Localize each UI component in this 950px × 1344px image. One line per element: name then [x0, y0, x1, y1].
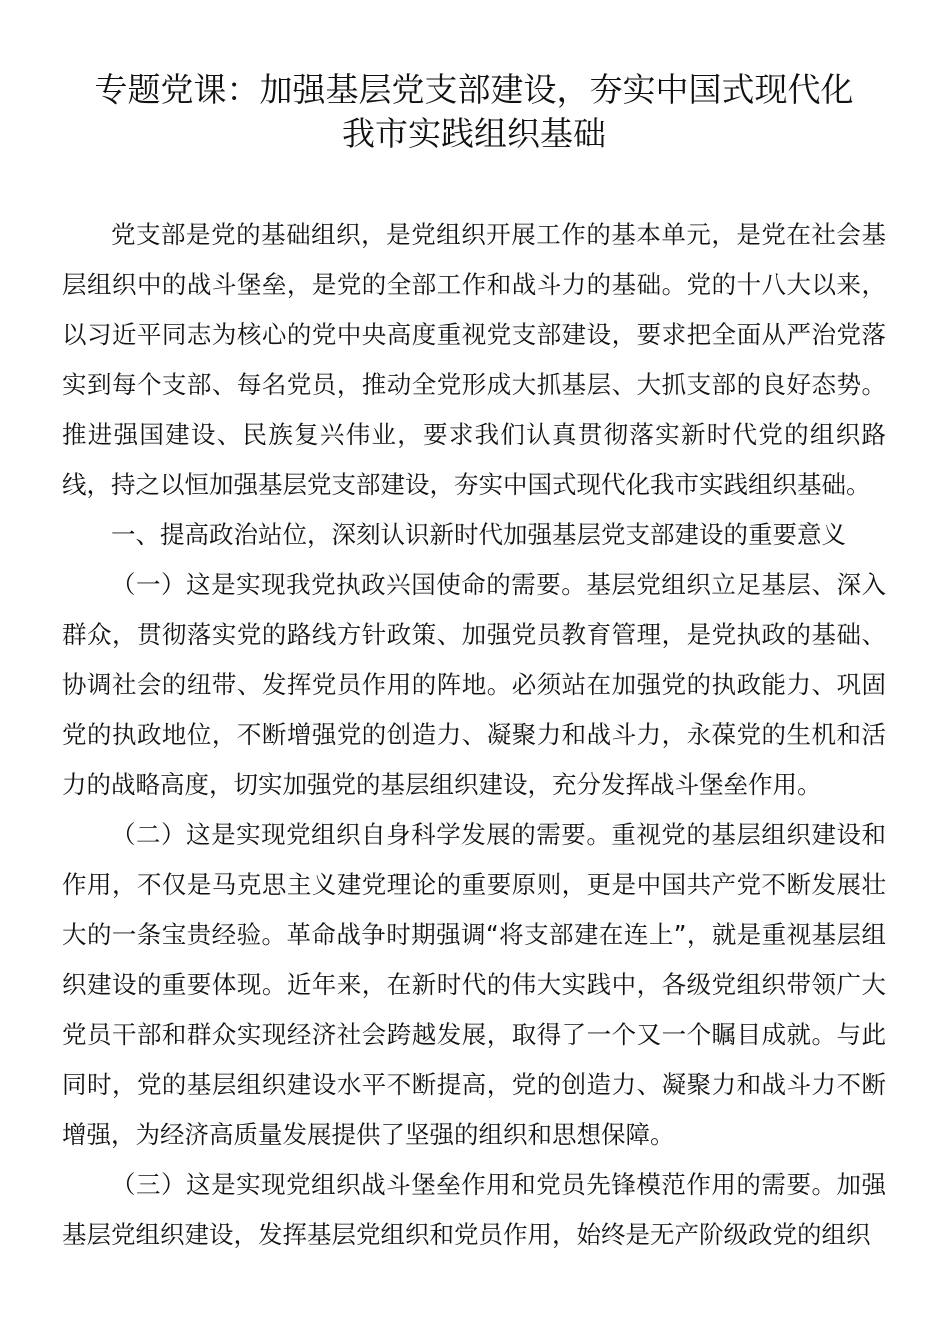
- document-title: [62, 68, 886, 156]
- section-heading-1: 一、提高政治站位，深刻认识新时代加强基层党支部建设的重要意义: [111, 520, 846, 549]
- title-line-2: 我市实践组织基础: [342, 114, 606, 153]
- subsection-paragraph-2: （二）这是实现党组织自身科学发展的需要。重视党的基层组织建设和作用，不仅是马克思主义建党理论的重要原则，更是中国共产党不断发展壮大的一条宝贵经验。革命战争时期强调“将支部建在连上”，就是重视基层组织建设的重要体现。近年来，在新时代的伟大实践中，各级党组织带领广大党员干部和群众实现经济社会跨越发展，取得了一个又一个瞩目成就。与此同时，党的基层组织建设水平不断提高，党的创造力、凝聚力和战斗力不断增强，为经济高质量发展提供了坚强的组织和思想保障。: [62, 820, 886, 1149]
- intro-paragraph: 党支部是党的基础组织，是党组织开展工作的基本单元，是党在社会基层组织中的战斗堡垒，是党的全部工作和战斗力的基础。党的十八大以来，以习近平同志为核心的党中央高度重视党支部建设，要求把全面从严治党落实到每个支部、每名党员，推动全党形成大抓基层、大抓支部的良好态势。推进强国建设、民族复兴伟业，要求我们认真贯彻落实新时代党的组织路线，持之以恒加强基层党支部建设，夯实中国式现代化我市实践组织基础。: [62, 220, 886, 499]
- subsection-paragraph-1: （一）这是实现我党执政兴国使命的需要。基层党组织立足基层、深入群众，贯彻落实党的路线方针政策、加强党员教育管理，是党执政的基础、协调社会的纽带、发挥党员作用的阵地。必须站在加强党的执政能力、巩固党的执政地位，不断增强党的创造力、凝聚力和战斗力，永葆党的生机和活力的战略高度，切实加强党的基层组织建设，充分发挥战斗堡垒作用。: [62, 570, 886, 799]
- subsection-paragraph-3: （三）这是实现党组织战斗堡垒作用和党员先锋模范作用的需要。加强基层党组织建设，发挥基层党组织和党员作用，始终是无产阶级政党的组织: [62, 1170, 886, 1249]
- title-line-1: 专题党课：加强基层党支部建设，夯实中国式现代化: [94, 70, 854, 109]
